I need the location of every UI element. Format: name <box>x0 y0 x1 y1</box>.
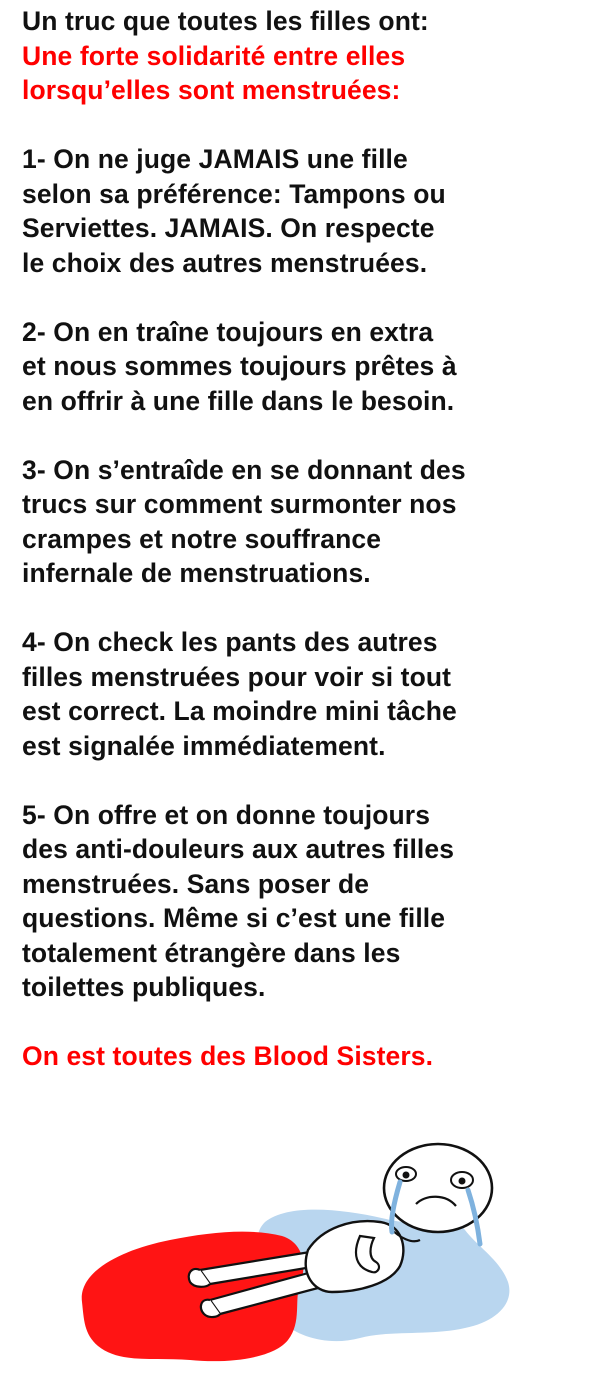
closing-line: On est toutes des Blood Sisters. <box>22 1041 434 1071</box>
intro-highlight-line: lorsqu’elles sont menstruées: <box>22 75 401 105</box>
point-5-line: toilettes publiques. <box>22 972 266 1002</box>
point-5-line: des anti-douleurs aux autres filles <box>22 834 455 864</box>
point-3-line: infernale de menstruations. <box>22 558 371 588</box>
point-1-line: le choix des autres menstruées. <box>22 247 428 278</box>
point-4-line: filles menstruées pour voir si tout <box>22 661 452 692</box>
crying-stick-figure-illustration <box>60 1132 530 1372</box>
point-5-line: totalement étrangère dans les <box>22 937 401 968</box>
point-1-line: selon sa préférence: Tampons ou <box>22 178 446 209</box>
intro-line: Un truc que toutes les filles ont: <box>22 6 429 36</box>
meme-text <box>22 4 597 1074</box>
point-2-line: 2- On en traîne toujours en extra <box>22 316 434 347</box>
point-4-line: est correct. La moindre mini tâche <box>22 696 457 726</box>
intro-highlight-line: Une forte solidarité entre elles <box>22 40 406 71</box>
point-1-line: 1- On ne juge JAMAIS une fille <box>22 144 408 174</box>
point-5-line: menstruées. Sans poser de <box>22 868 370 899</box>
point-2-line: et nous sommes toujours prêtes à <box>22 351 457 381</box>
point-3-line: 3- On s’entraîde en se donnant des <box>22 454 466 485</box>
point-5-line: 5- On offre et on donne toujours <box>22 799 431 830</box>
point-3-line: trucs sur comment surmonter nos <box>22 489 457 519</box>
point-3-line: crampes et notre souffrance <box>22 523 382 554</box>
point-4-line: est signalée immédiatement. <box>22 730 386 761</box>
point-2-line: en offrir à une fille dans le besoin. <box>22 385 455 416</box>
point-5-line: questions. Même si c’est une fille <box>22 903 446 933</box>
point-4-line: 4- On check les pants des autres <box>22 627 438 657</box>
point-1-line: Serviettes. JAMAIS. On respecte <box>22 213 435 243</box>
